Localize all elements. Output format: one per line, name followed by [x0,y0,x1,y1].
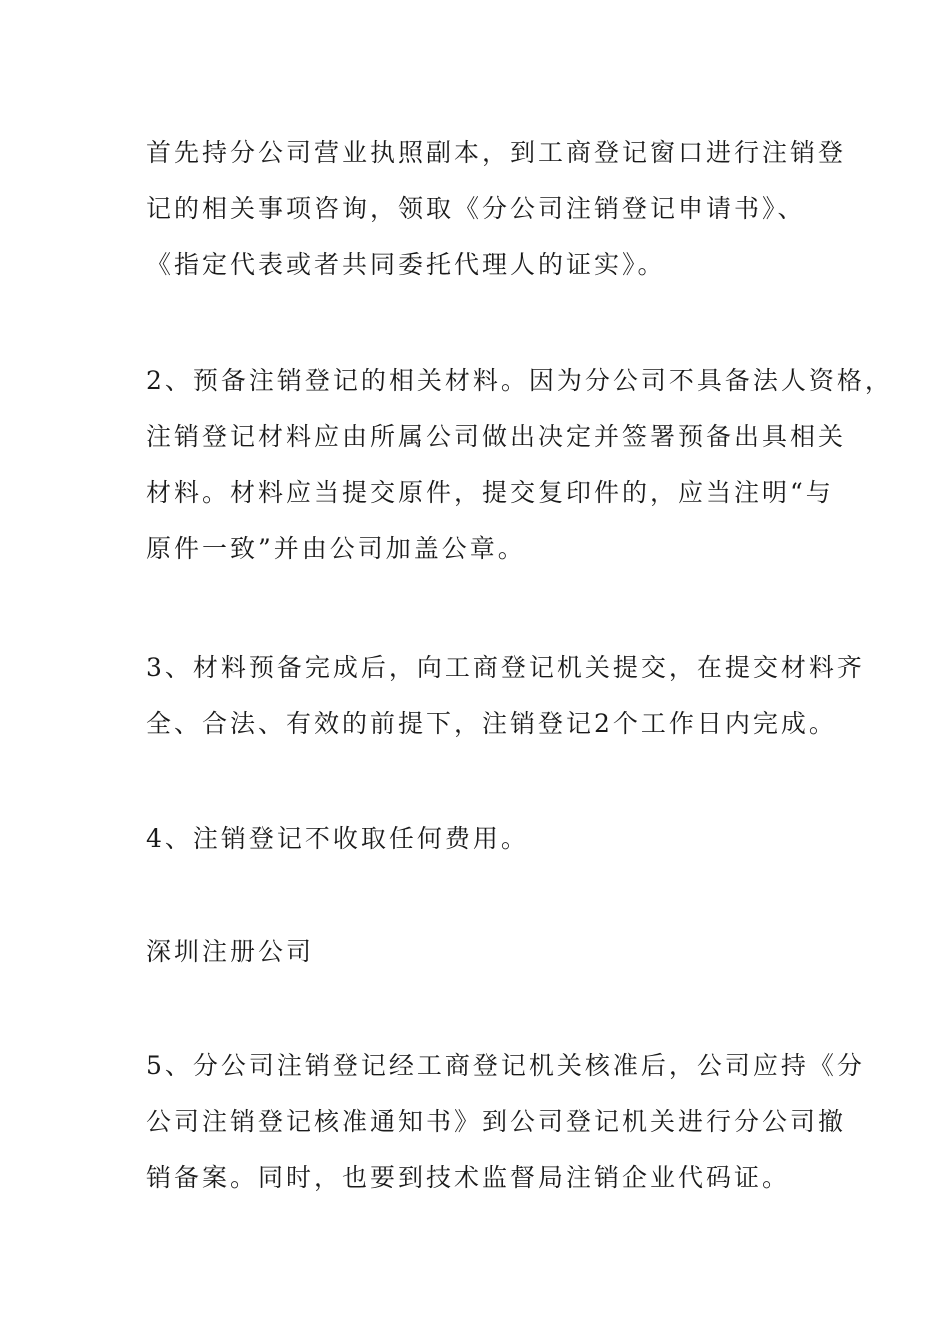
text-line: 原件一致”并由公司加盖公章。 [146,534,526,563]
paragraph-application-materials [146,125,847,293]
text-line: 《指定代表或者共同委托代理人的证实》。 [146,250,666,279]
text-line: 记的相关事项咨询，领取《分公司注销登记申请书》、 [146,194,806,223]
text-line: 5、分公司注销登记经工商登记机关核准后，公司应持《分 [146,1051,865,1080]
text-line: 公司注销登记核准通知书》到公司登记机关进行分公司撤 [146,1107,847,1136]
paragraph-heading-shenzhen [146,924,826,980]
text-line: 2、预备注销登记的相关材料。因为分公司不具备法人资格， [146,366,893,395]
text-line: 材料。材料应当提交原件，提交复印件的，应当注明“与 [146,478,834,507]
paragraph-step-4 [146,811,826,867]
text-line: 销备案。同时，也要到技术监督局注销企业代码证。 [146,1163,791,1192]
paragraph-step-2 [146,353,893,577]
text-line: 全、合法、有效的前提下，注销登记2个工作日内完成。 [146,709,837,738]
text-line: 首先持分公司营业执照副本，到工商登记窗口进行注销登 [146,138,847,167]
text-line: 3、材料预备完成后，向工商登记机关提交，在提交材料齐 [146,653,865,682]
text-line: 深圳注册公司 [146,937,315,966]
text-line: 注销登记材料应由所属公司做出决定并签署预备出具相关 [146,422,847,451]
paragraph-step-3 [146,640,865,752]
paragraph-step-5 [146,1038,865,1206]
text-line: 4、注销登记不收取任何费用。 [146,824,529,853]
